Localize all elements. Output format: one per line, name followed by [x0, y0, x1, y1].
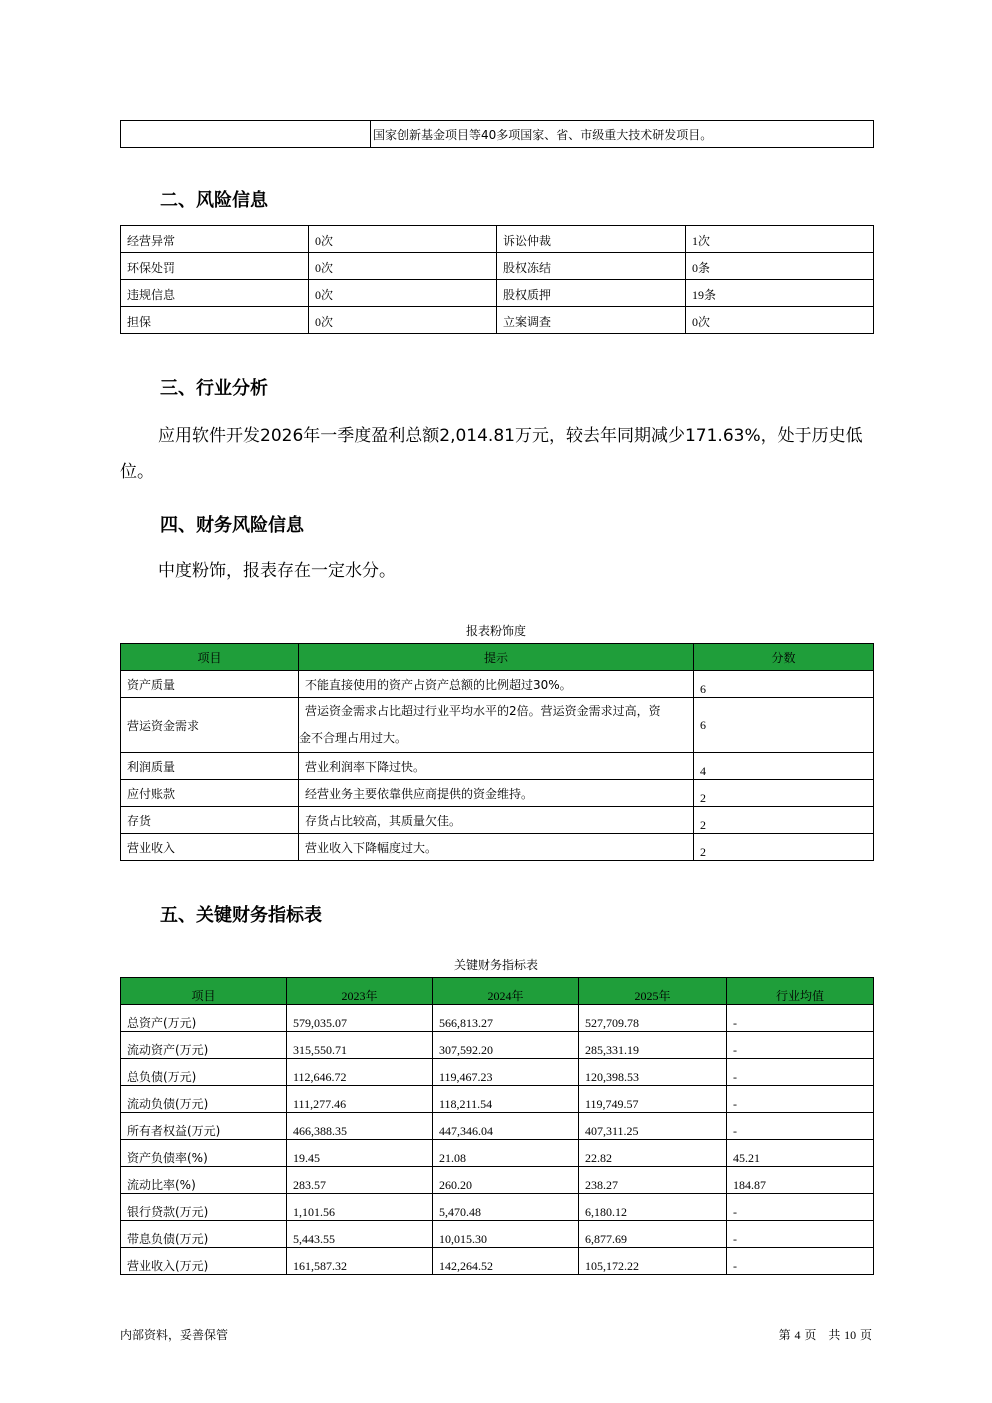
- metrics-industry-avg: -: [727, 1059, 874, 1086]
- metrics-2023: 19.45: [287, 1140, 433, 1167]
- risk-value: 19条: [686, 280, 874, 307]
- metrics-row: [121, 1221, 874, 1248]
- metrics-industry-avg: -: [727, 1194, 874, 1221]
- metrics-2023: 111,277.46: [287, 1086, 433, 1113]
- industry-analysis-text: [120, 418, 872, 490]
- whitewash-item: 利润质量: [121, 753, 299, 780]
- risk-value: 1次: [686, 226, 874, 253]
- financial-risk-text: 中度粉饰，报表存在一定水分。: [158, 561, 396, 581]
- risk-value: 0次: [309, 280, 497, 307]
- page-mid: 页 共: [804, 1328, 841, 1342]
- whitewash-hint: [299, 698, 694, 753]
- metrics-2024: 10,015.30: [433, 1221, 579, 1248]
- metrics-row: [121, 1194, 874, 1221]
- metrics-row: [121, 1032, 874, 1059]
- metrics-industry-avg: -: [727, 1248, 874, 1275]
- metrics-header-2024: 2024年: [433, 978, 579, 1005]
- metrics-item: 所有者权益(万元): [121, 1113, 287, 1140]
- metrics-industry-avg: -: [727, 1032, 874, 1059]
- risk-value: 0次: [309, 307, 497, 334]
- metrics-industry-avg: 184.87: [727, 1167, 874, 1194]
- metrics-2025: 407,311.25: [579, 1113, 727, 1140]
- metrics-2023: 283.57: [287, 1167, 433, 1194]
- metrics-2025: 285,331.19: [579, 1032, 727, 1059]
- metrics-item: 营业收入(万元): [121, 1248, 287, 1275]
- metrics-2023: 315,550.71: [287, 1032, 433, 1059]
- metrics-2025: 22.82: [579, 1140, 727, 1167]
- risk-info-table: [120, 225, 874, 334]
- whitewash-item: 应付账款: [121, 780, 299, 807]
- whitewash-header-score: 分数: [694, 644, 874, 671]
- whitewash-hint: 营业利润率下降过快。: [299, 753, 694, 780]
- whitewash-table-caption: 报表粉饰度: [465, 624, 526, 638]
- metrics-2024: 118,211.54: [433, 1086, 579, 1113]
- whitewash-score: 2: [694, 834, 874, 861]
- metrics-row: [121, 1086, 874, 1113]
- metrics-item: 流动负债(万元): [121, 1086, 287, 1113]
- metrics-header-2023: 2023年: [287, 978, 433, 1005]
- whitewash-table: [120, 643, 874, 861]
- whitewash-hint-line-2: 金不合理占用过大。: [299, 731, 408, 745]
- metrics-2023: 161,587.32: [287, 1248, 433, 1275]
- metrics-2024: 142,264.52: [433, 1248, 579, 1275]
- metrics-industry-avg: -: [727, 1086, 874, 1113]
- page-number: 4: [794, 1328, 801, 1342]
- section-2-title: 二、风险信息: [160, 190, 268, 211]
- metrics-row: [121, 1059, 874, 1086]
- page-prefix: 第: [778, 1328, 791, 1342]
- metrics-2024: 21.08: [433, 1140, 579, 1167]
- risk-value: 0次: [309, 226, 497, 253]
- whitewash-hint: 存货占比较高，其质量欠佳。: [299, 807, 694, 834]
- risk-row: [121, 226, 874, 253]
- metrics-2023: 5,443.55: [287, 1221, 433, 1248]
- section-5-title: 五、关键财务指标表: [160, 905, 322, 926]
- metrics-2025: 120,398.53: [579, 1059, 727, 1086]
- top-continuation-table: [120, 120, 874, 148]
- metrics-2025: 6,877.69: [579, 1221, 727, 1248]
- page-suffix: 页: [859, 1328, 872, 1342]
- metrics-item: 总资产(万元): [121, 1005, 287, 1032]
- risk-label: 担保: [121, 307, 309, 334]
- whitewash-score: 2: [694, 807, 874, 834]
- whitewash-hint: 不能直接使用的资产占资产总额的比例超过30%。: [299, 671, 694, 698]
- metrics-row: [121, 1248, 874, 1275]
- metrics-industry-avg: -: [727, 1005, 874, 1032]
- metrics-2023: 466,388.35: [287, 1113, 433, 1140]
- metrics-industry-avg: -: [727, 1113, 874, 1140]
- section-3-title: 三、行业分析: [160, 378, 268, 399]
- risk-row: [121, 253, 874, 280]
- metrics-item: 资产负债率(%): [121, 1140, 287, 1167]
- metrics-row: [121, 1140, 874, 1167]
- metrics-row: [121, 1113, 874, 1140]
- risk-row: [121, 280, 874, 307]
- whitewash-item: 营业收入: [121, 834, 299, 861]
- whitewash-score: 2: [694, 780, 874, 807]
- whitewash-item: 资产质量: [121, 671, 299, 698]
- whitewash-item: 营运资金需求: [121, 698, 299, 753]
- risk-label: 诉讼仲裁: [497, 226, 686, 253]
- risk-label: 立案调查: [497, 307, 686, 334]
- metrics-item: 流动比率(%): [121, 1167, 287, 1194]
- metrics-row: [121, 1005, 874, 1032]
- footer-left-note: 内部资料，妥善保管: [120, 1328, 229, 1342]
- page-total: 10: [844, 1328, 857, 1342]
- whitewash-hint: 经营业务主要依靠供应商提供的资金维持。: [299, 780, 694, 807]
- metrics-item: 带息负债(万元): [121, 1221, 287, 1248]
- metrics-header-2025: 2025年: [579, 978, 727, 1005]
- whitewash-item: 存货: [121, 807, 299, 834]
- metrics-2024: 566,813.27: [433, 1005, 579, 1032]
- top-table-text: 国家创新基金项目等40多项国家、省、市级重大技术研发项目。: [371, 121, 874, 148]
- metrics-2023: 1,101.56: [287, 1194, 433, 1221]
- metrics-2024: 260.20: [433, 1167, 579, 1194]
- metrics-item: 总负债(万元): [121, 1059, 287, 1086]
- metrics-item: 流动资产(万元): [121, 1032, 287, 1059]
- whitewash-hint-line-1: 营运资金需求占比超过行业平均水平的2倍。营运资金需求过高，资: [305, 704, 661, 718]
- risk-label: 经营异常: [121, 226, 309, 253]
- risk-value: 0次: [309, 253, 497, 280]
- metrics-2025: 527,709.78: [579, 1005, 727, 1032]
- section-4-title: 四、财务风险信息: [160, 515, 304, 536]
- metrics-2025: 119,749.57: [579, 1086, 727, 1113]
- metrics-2024: 119,467.23: [433, 1059, 579, 1086]
- whitewash-score: 6: [694, 671, 874, 698]
- risk-label: 环保处罚: [121, 253, 309, 280]
- risk-label: 股权质押: [497, 280, 686, 307]
- risk-label: 股权冻结: [497, 253, 686, 280]
- metrics-2025: 105,172.22: [579, 1248, 727, 1275]
- metrics-2023: 112,646.72: [287, 1059, 433, 1086]
- metrics-2025: 238.27: [579, 1167, 727, 1194]
- metrics-industry-avg: -: [727, 1221, 874, 1248]
- whitewash-score: 4: [694, 753, 874, 780]
- top-table-empty-cell: [121, 121, 371, 148]
- whitewash-header-hint: 提示: [299, 644, 694, 671]
- key-metrics-table: [120, 977, 874, 1275]
- industry-analysis-line-2: 位。: [120, 462, 154, 482]
- metrics-header-industry-avg: 行业均值: [727, 978, 874, 1005]
- whitewash-hint: 营业收入下降幅度过大。: [299, 834, 694, 861]
- page-indicator: [779, 1326, 872, 1343]
- metrics-2024: 307,592.20: [433, 1032, 579, 1059]
- metrics-row: [121, 1167, 874, 1194]
- industry-analysis-line-1: 应用软件开发2026年一季度盈利总额2,014.81万元，较去年同期减少171.63%，处于历史低: [158, 426, 863, 446]
- metrics-2025: 6,180.12: [579, 1194, 727, 1221]
- key-metrics-table-caption: 关键财务指标表: [453, 958, 538, 972]
- whitewash-score: 6: [694, 698, 874, 753]
- risk-row: [121, 307, 874, 334]
- whitewash-header-item: 项目: [121, 644, 299, 671]
- metrics-2024: 5,470.48: [433, 1194, 579, 1221]
- metrics-header-item: 项目: [121, 978, 287, 1005]
- metrics-2024: 447,346.04: [433, 1113, 579, 1140]
- metrics-2023: 579,035.07: [287, 1005, 433, 1032]
- risk-value: 0次: [686, 307, 874, 334]
- risk-label: 违规信息: [121, 280, 309, 307]
- risk-value: 0条: [686, 253, 874, 280]
- metrics-item: 银行贷款(万元): [121, 1194, 287, 1221]
- metrics-industry-avg: 45.21: [727, 1140, 874, 1167]
